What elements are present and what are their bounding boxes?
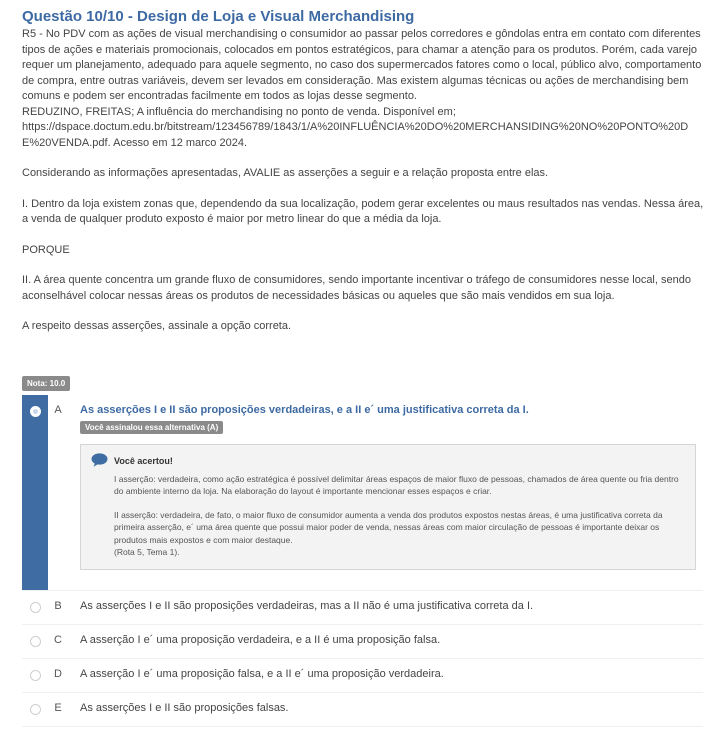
option-b[interactable] [22,591,703,625]
option-d-text[interactable]: A asserção I e´ uma proposição falsa, e a II e´ uma proposição verdadeira. [80,667,444,680]
feedback-paragraph-1: I asserção: verdadeira, como ação estratégica é possível delimitar áreas espaços de maior fluxo de pessoas, chamados de área quente ou fria dentro do ambiente interno da loja. Na elaboração do layout é importante mencionar esses espaços e criar. [114,473,679,496]
option-e[interactable] [22,693,703,727]
feedback-paragraph-3: (Rota 5, Tema 1). [114,547,180,557]
option-d-radio[interactable] [30,670,41,681]
assertion-1: I. Dentro da loja existem zonas que, dependendo da sua localização, podem gerar excelentes ou maus resultados nas vendas. Nessa área, a venda de qualquer produto exposto é maior por metro linear do que a média da loja. [22,197,704,225]
option-a-rail [22,395,48,590]
question-prompt: A respeito dessas asserções, assinale a opção correta. [22,320,292,332]
option-d[interactable] [22,659,703,693]
question-context: R5 - No PDV com as ações de visual merchandising o consumidor ao passar pelos corredores e gôndolas entra em contato com diferentes tipos de ações e materiais promocionais, colocados em pontos estratégicos, para chamar a atenção para os produtos. Porém, cada varejo requer um planejamento, adequado para aquele segmento, no caso dos supermercados fatores como o local, público alvo, comportamento de compra, entre outras variáveis, devem ser levados em consideração. Mas existem algumas técnicas ou ações de merchandising bem comuns e podem ser encontradas facilmente em todos as lojas desse segmento. [22,28,702,102]
question-title: Questão 10/10 - Design de Loja e Visual Merchandising [22,8,415,25]
option-c-text[interactable]: A asserção I e´ uma proposição verdadeira, e a II é uma proposição falsa. [80,633,441,646]
option-a[interactable] [22,395,703,591]
selected-alternative-badge: Você assinalou essa alternativa (A) [80,421,223,434]
feedback-title: Você acertou! [114,455,173,466]
assertion-2: II. A área quente concentra um grande fluxo de consumidores, sendo importante incentivar o tráfego de consumidores nesse local, sendo aconselhável colocar nessas áreas os produtos de necessidades básicas ou aqueles que são mais vendidos em sua loja. [22,274,691,302]
speech-bubble-icon [91,453,114,469]
reference-line-1: REDUZINO, FREITAS; A influência do merchandising no ponto de venda. Disponível em; [22,105,456,118]
option-a-letter: A [54,403,62,416]
option-e-letter: E [54,701,62,714]
option-e-text[interactable]: As asserções I e II são proposições falsas. [80,701,289,714]
question-instruction: Considerando as informações apresentadas, AVALIE as asserções a seguir e a relação proposta entre elas. [22,167,549,179]
porque-label: PORQUE [22,243,70,256]
option-b-text[interactable]: As asserções I e II são proposições verdadeiras, mas a II não é uma justificativa correta da I. [80,599,534,612]
option-c-radio[interactable] [30,636,41,647]
option-a-radio[interactable] [30,406,41,417]
reference-line-2: https://dspace.doctum.edu.br/bitstream/123456789/1843/1/A%20INFLUÊNCIA%20DO%20MERCHANSIDING%20NO%20PONTO%20DE%20VENDA.pdf. Acesso em 12 marco 2024. [22,121,689,149]
options-list [22,395,703,727]
feedback-paragraph-2: II asserção: verdadeira, de fato, o maior fluxo de consumidor aumenta a venda dos produtos expostos nestas áreas, é uma justificativa correta da primeira asserção, e´ uma área quente que possui maior poder de venda, nessas áreas com maior circulação de pessoas é importante deixar os produtos mais expostos e com maior destaque. [114,509,663,545]
feedback-box [80,444,696,570]
option-c-letter: C [54,633,62,646]
option-b-radio[interactable] [30,602,41,613]
option-e-radio[interactable] [30,704,41,715]
grade-badge: Nota: 10.0 [22,376,70,391]
option-a-text[interactable]: As asserções I e II são proposições verdadeiras, e a II e´ uma justificativa correta da I. [80,403,529,416]
option-b-letter: B [54,599,62,612]
option-d-letter: D [54,667,62,680]
option-c[interactable] [22,625,703,659]
